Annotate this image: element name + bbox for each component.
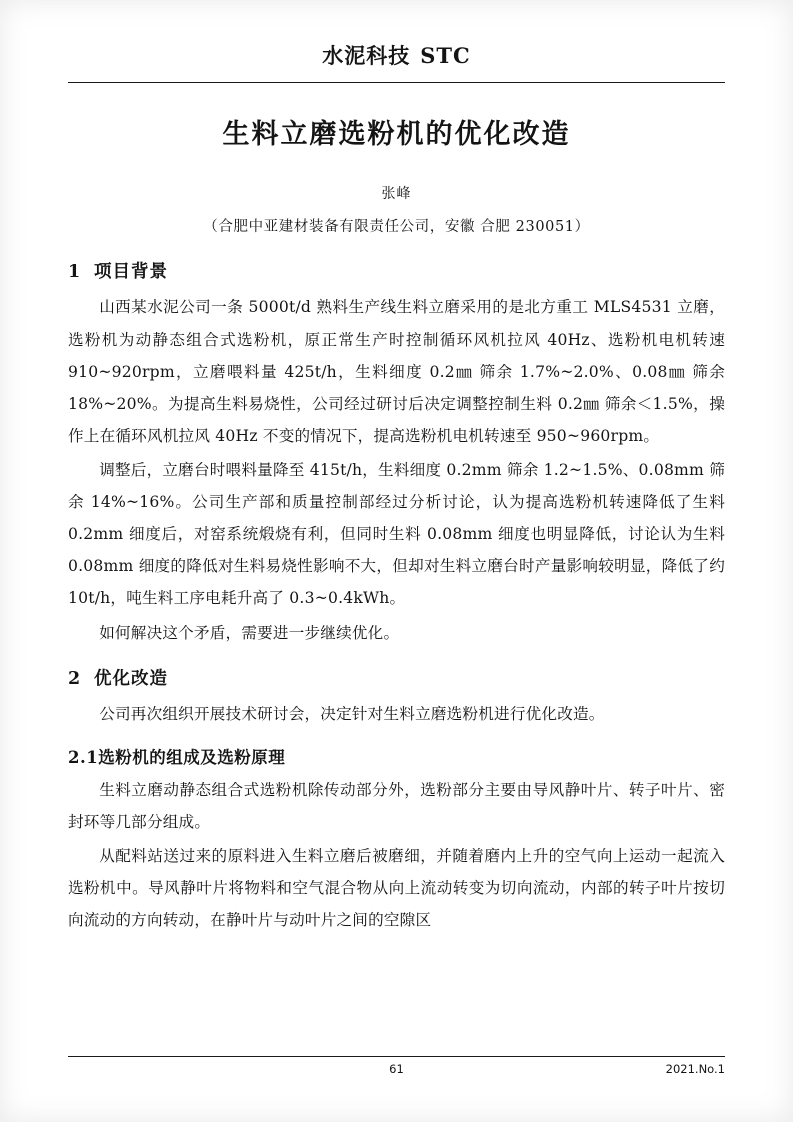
page-content: [68, 40, 725, 938]
journal-header: [68, 40, 725, 80]
paragraph: 生料立磨动静态组合式选粉机除传动部分外，选粉部分主要由导风静叶片、转子叶片、密封环等几部分组成。: [68, 780, 725, 831]
journal-name-cn: 水泥科技: [322, 43, 411, 68]
subsection-heading-2-1: [68, 744, 725, 768]
paragraph: 调整后，立磨台时喂料量降至 415t/h，生料细度 0.2mm 筛余 1.2~1.5%、0.08mm 筛余 14%~16%。公司生产部和质量控制部经过分析讨论，认为提高选粉机转速降低了生料 0.2mm 细度后，对窑系统煅烧有利，但同时生料 0.08mm 细度也明显降低，讨论认为生料 0.08mm 细度的降低对生料易烧性影响不大，但却对生料立磨台时产量影响较明显，降低了约 10t/h，吨生料工序电耗升高了 0.3~0.4kWh。: [68, 460, 725, 608]
footer-issue: 2021.No.1: [665, 1062, 725, 1076]
section-number-1: 1: [68, 262, 82, 283]
footer-page-number: 61: [389, 1062, 404, 1076]
page-footer: [68, 1056, 725, 1076]
section-number-2: 2: [68, 668, 82, 689]
paragraph: 公司再次组织开展技术研讨会，决定针对生料立磨选粉机进行优化改造。: [99, 704, 605, 723]
subsection-number-2-1: 2.1: [68, 747, 99, 767]
paragraph: 山西某水泥公司一条 5000t/d 熟料生产线生料立磨采用的是北方重工 MLS4531 立磨，选粉机为动静态组合式选粉机，原正常生产时控制循环风机拉风 40Hz、选粉机电机转速 910~920rpm，立磨喂料量 425t/h，生料细度 0.2㎜ 筛余 1.7%~2.0%、0.08㎜ 筛余 18%~20%。为提高生料易烧性，公司经过研讨后决定调整控制生料 0.2㎜ 筛余＜1.5%，操作上在循环风机拉风 40Hz 不变的情况下，提高选粉机电机转速至 950~960rpm。: [68, 298, 725, 445]
affiliation: （合肥中亚建材装备有限责任公司，安徽 合肥 230051）: [203, 219, 590, 236]
subsection-title-2-1: 选粉机的组成及选粉原理: [98, 747, 286, 767]
header-divider: [68, 82, 725, 83]
section-title-2: 优化改造: [94, 668, 168, 689]
section-heading-1: [68, 258, 725, 283]
author-list: 张峰: [381, 186, 412, 203]
paragraph: 从配料站送过来的原料进入生料立磨后被磨细，并随着磨内上升的空气向上运动一起流入选粉机中。导风静叶片将物料和空气混合物从向上流动转变为切向流动，内部的转子叶片按切向流动的方向转动，在静叶片与动叶片之间的空隙区: [68, 846, 725, 930]
page-title: 生料立磨选粉机的优化改造: [222, 119, 571, 150]
paragraph: 如何解决这个矛盾，需要进一步继续优化。: [99, 623, 400, 642]
section-heading-2: [68, 665, 725, 690]
section-title-1: 项目背景: [94, 262, 168, 283]
journal-name-en: STC: [420, 43, 471, 68]
